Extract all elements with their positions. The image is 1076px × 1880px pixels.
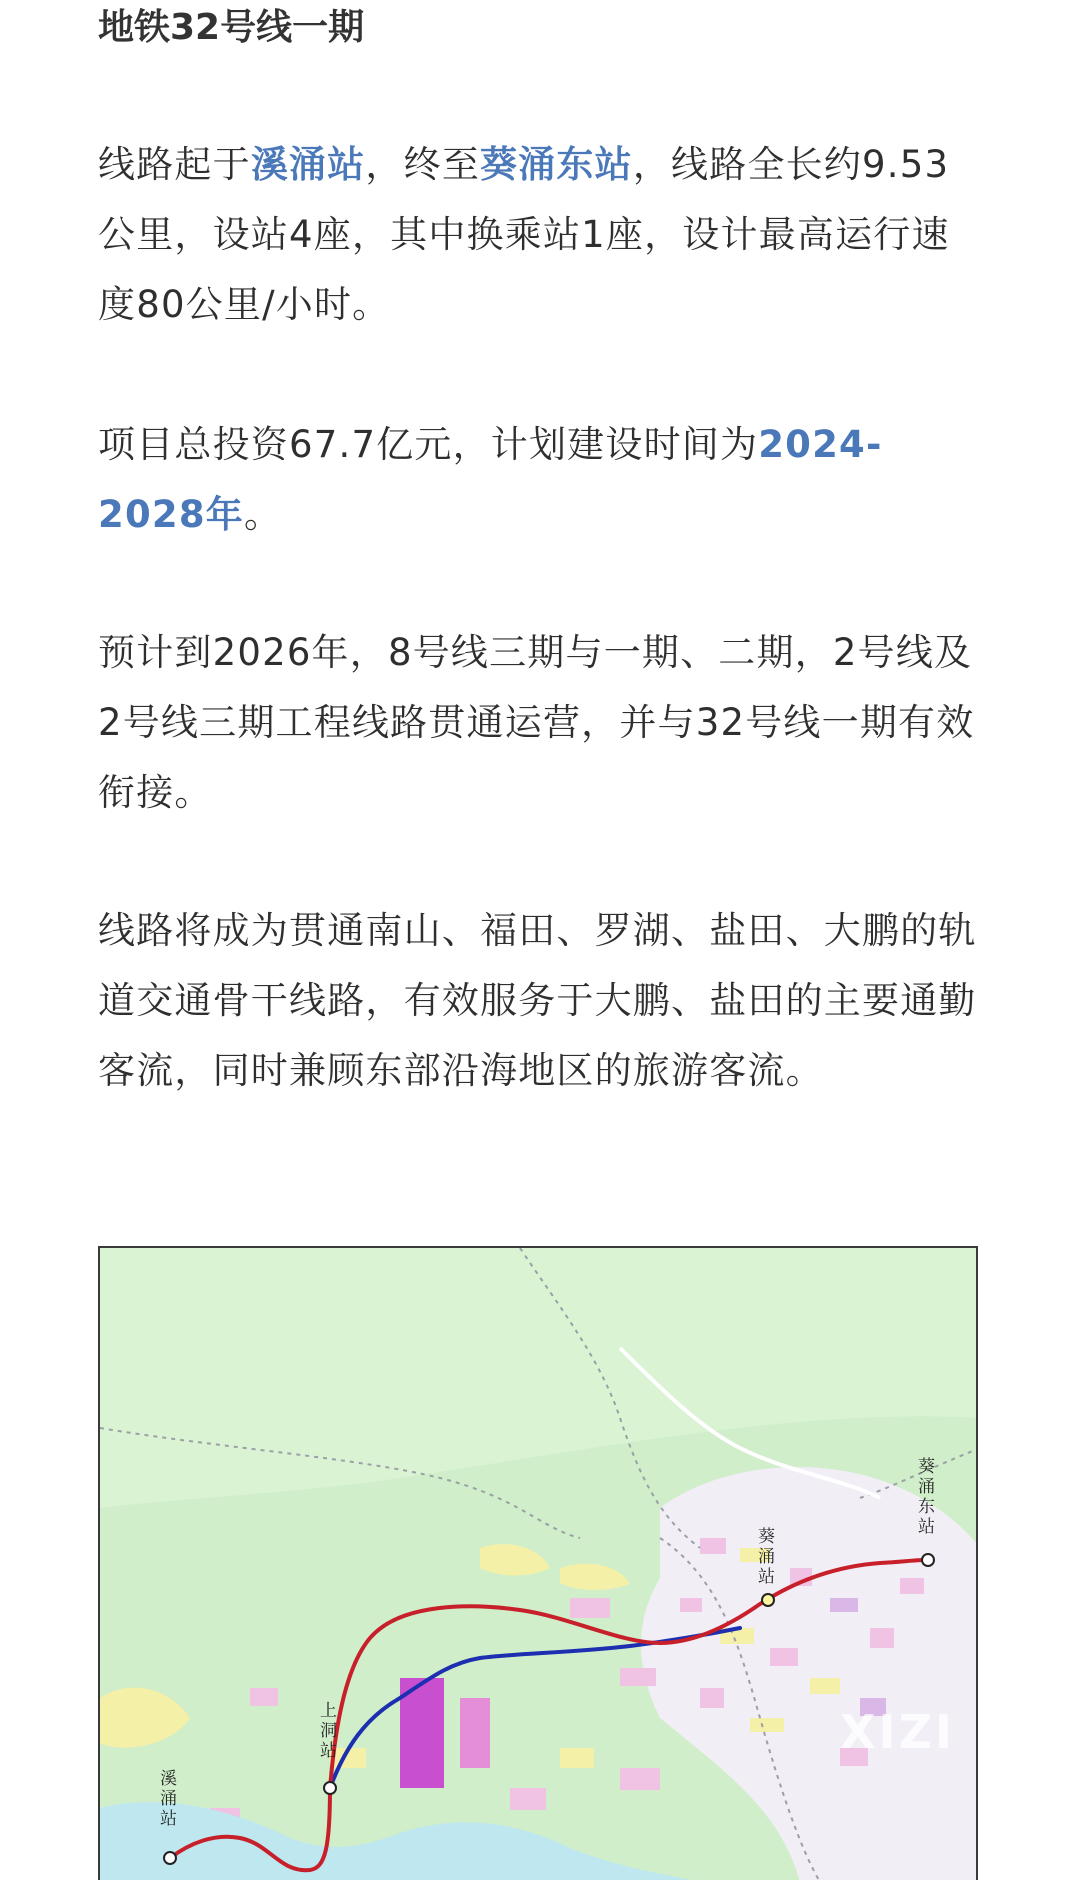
station-marker-kuiyong-east (922, 1554, 934, 1566)
text-segment: 项目总投资67.7亿元，计划建设时间为 (98, 423, 759, 466)
watermark-logo: XIZI (840, 1705, 956, 1759)
station-label-shangdong (320, 1701, 337, 1761)
svg-text:东: 东 (918, 1497, 935, 1517)
text-segment: 线路起于 (98, 143, 251, 186)
construction-period-highlight: 2024-2028年 (98, 423, 883, 536)
paragraph-service: 线路将成为贯通南山、福田、罗湖、盐田、大鹏的轨道交通骨干线路，有效服务于大鹏、盐田的主要通勤客流，同时兼顾东部沿海地区的旅游客流。 (98, 909, 977, 1092)
svg-text:上: 上 (320, 1701, 337, 1721)
station-marker-kuiyong (762, 1594, 774, 1606)
svg-text:葵: 葵 (918, 1457, 935, 1477)
svg-text:涌: 涌 (758, 1547, 775, 1567)
svg-text:站: 站 (160, 1809, 177, 1829)
station-marker-shangdong (324, 1782, 336, 1794)
text-segment: ，终至 (365, 143, 481, 186)
start-station-highlight: 溪涌站 (250, 143, 366, 186)
text-segment: ，线路全长约9.53公里，设站4座，其中换乘站1座，设计最高运行速度80公里/小时。 (98, 143, 950, 326)
svg-text:涌: 涌 (918, 1477, 935, 1497)
svg-text:洞: 洞 (320, 1721, 337, 1741)
route-map-svg (100, 1248, 978, 1880)
svg-text:涌: 涌 (160, 1789, 177, 1809)
station-marker-xiyong (164, 1852, 176, 1864)
paragraph-investment (98, 410, 978, 550)
svg-text:站: 站 (758, 1567, 775, 1587)
paragraph-route-overview (98, 130, 978, 340)
end-station-highlight: 葵涌东站 (480, 143, 633, 186)
svg-text:溪: 溪 (160, 1769, 177, 1789)
route-map (98, 1246, 978, 1880)
station-label-kuiyong-east (918, 1457, 935, 1537)
paragraph-connection: 预计到2026年，8号线三期与一期、二期，2号线及2号线三期工程线路贯通运营，并与32号线一期有效衔接。 (98, 631, 975, 814)
station-label-kuiyong (758, 1527, 775, 1587)
section-heading: 地铁32号线一期 (98, 7, 365, 48)
svg-text:葵: 葵 (758, 1527, 775, 1547)
svg-text:站: 站 (320, 1741, 337, 1761)
svg-text:站: 站 (918, 1517, 935, 1537)
station-label-xiyong (160, 1769, 177, 1829)
text-segment: 。 (243, 493, 283, 536)
